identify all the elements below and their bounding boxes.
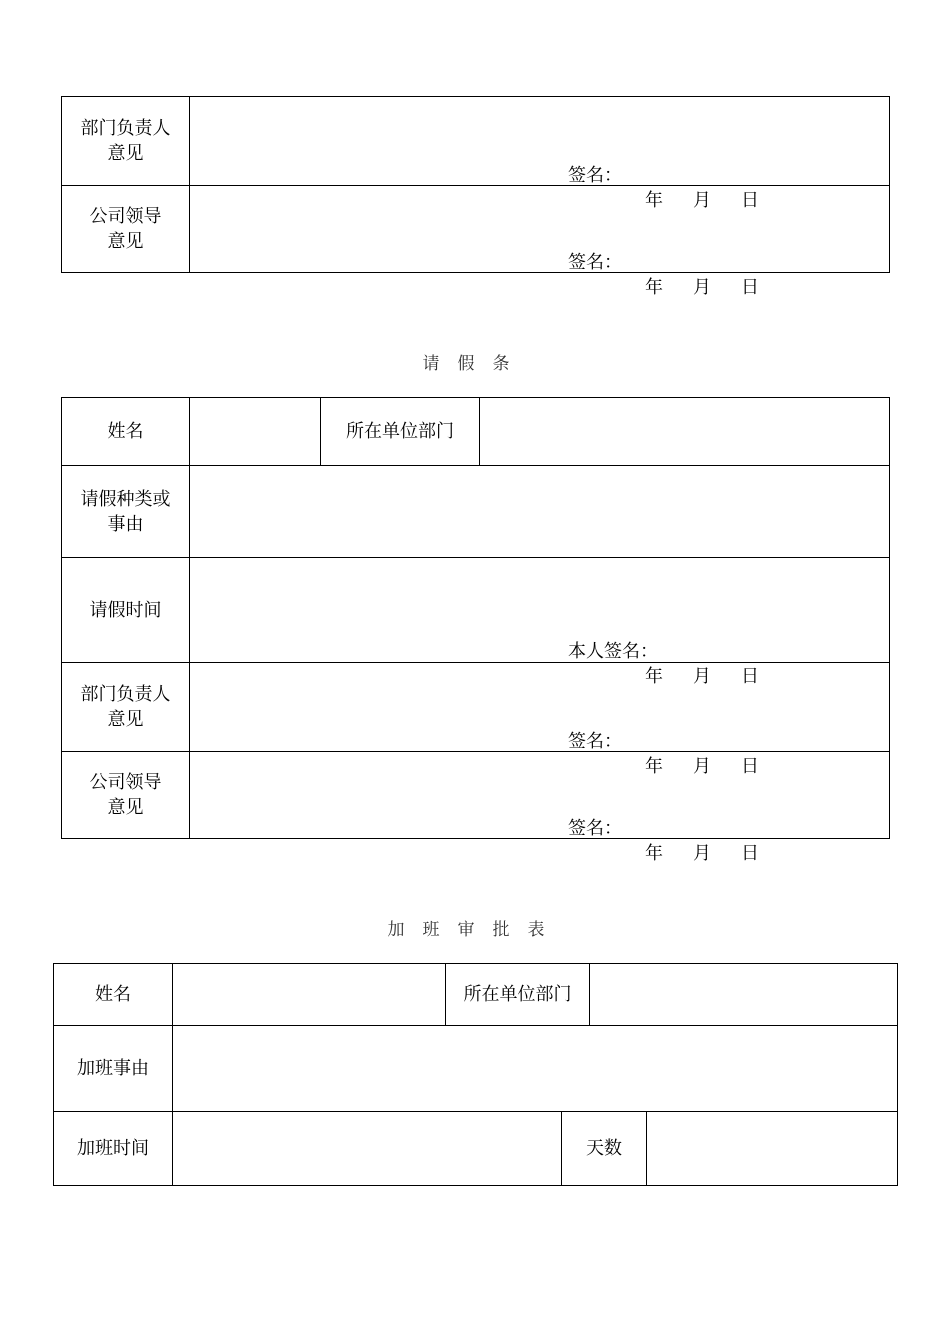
overtime-name-field[interactable]	[173, 964, 446, 1026]
year-label: 年	[645, 843, 663, 864]
overtime-days-label: 天数	[562, 1112, 647, 1186]
day-label: 日	[741, 277, 759, 298]
dept-opinion-label-line1: 部门负责人	[80, 118, 171, 139]
month-label: 月	[693, 277, 711, 298]
leave-reason-label-line2: 事由	[107, 513, 144, 535]
leave-form-title: 请假条	[422, 354, 528, 374]
overtime-dept-field[interactable]	[590, 964, 898, 1026]
leave-form-table	[61, 397, 890, 864]
date-line	[645, 839, 759, 865]
year-label: 年	[645, 277, 663, 298]
company-opinion-cell[interactable]	[190, 186, 890, 298]
leave-time-cell[interactable]	[190, 558, 890, 687]
sign-label: 签名：	[568, 818, 622, 839]
top-approval-table	[61, 96, 890, 298]
overtime-dept-label: 所在单位部门	[446, 964, 590, 1026]
company-opinion-label-line1: 公司领导	[89, 206, 162, 227]
name-label: 姓名	[62, 398, 190, 466]
sign-label: 签名：	[568, 252, 622, 273]
sign-label: 签名：	[568, 165, 622, 186]
company-opinion-label	[62, 752, 190, 839]
overtime-reason-label: 加班事由	[54, 1026, 173, 1112]
year-label: 年	[645, 756, 663, 777]
overtime-days-field[interactable]	[647, 1112, 898, 1186]
date-line	[645, 662, 759, 688]
dept-opinion-cell[interactable]	[190, 97, 890, 211]
dept-opinion-label	[62, 97, 190, 186]
dept-field[interactable]	[480, 398, 890, 466]
dept-opinion-label-line2: 意见	[107, 143, 144, 164]
company-opinion-label-line2: 意见	[107, 231, 144, 252]
company-opinion-label-line1: 公司领导	[89, 772, 162, 793]
self-sign-label: 本人签名：	[568, 641, 658, 662]
leave-reason-label-line1: 请假种类或	[80, 488, 171, 510]
date-line	[645, 752, 759, 778]
company-opinion-cell[interactable]	[190, 752, 890, 864]
date-line	[645, 186, 759, 212]
company-opinion-label-line2: 意见	[107, 797, 144, 818]
date-line	[645, 273, 759, 299]
dept-opinion-cell[interactable]	[190, 663, 890, 777]
leave-reason-field[interactable]	[190, 466, 890, 558]
leave-time-label: 请假时间	[62, 558, 190, 663]
day-label: 日	[741, 190, 759, 211]
month-label: 月	[693, 843, 711, 864]
overtime-form-table	[53, 963, 898, 1186]
year-label: 年	[645, 666, 663, 687]
dept-opinion-label-line2: 意见	[107, 709, 144, 730]
month-label: 月	[693, 190, 711, 211]
day-label: 日	[741, 756, 759, 777]
overtime-time-label: 加班时间	[54, 1112, 173, 1186]
month-label: 月	[693, 756, 711, 777]
sign-label: 签名：	[568, 731, 622, 752]
overtime-reason-field[interactable]	[173, 1026, 898, 1112]
dept-opinion-label-line1: 部门负责人	[80, 684, 171, 705]
overtime-form-title: 加班审批表	[387, 920, 563, 940]
day-label: 日	[741, 843, 759, 864]
year-label: 年	[645, 190, 663, 211]
dept-label: 所在单位部门	[321, 398, 480, 466]
company-opinion-label	[62, 186, 190, 273]
name-field[interactable]	[190, 398, 321, 466]
overtime-time-field[interactable]	[173, 1112, 562, 1186]
overtime-name-label: 姓名	[54, 964, 173, 1026]
month-label: 月	[693, 666, 711, 687]
leave-reason-label	[62, 466, 190, 558]
day-label: 日	[741, 666, 759, 687]
dept-opinion-label	[62, 663, 190, 752]
